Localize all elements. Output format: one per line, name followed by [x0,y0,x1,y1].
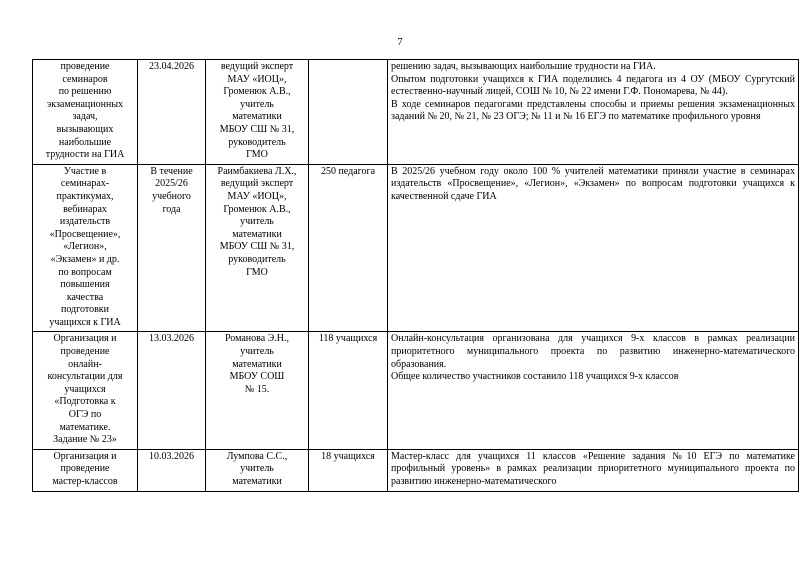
result-cell [388,449,799,491]
responsible-cell: ведущий эксперт МАУ «ИОЦ», Громенюк А.В., учитель математики МБОУ СШ № 31, руководитель ГМО [206,60,309,165]
result-cell [388,332,799,449]
result-cell [388,60,799,165]
participants-cell: 250 педагога [309,164,388,332]
table-row [33,449,799,491]
result-cell [388,164,799,332]
date-cell: 23.04.2026 [138,60,206,165]
result-paragraph: В ходе семинаров педагогами представлены способы и приемы решения экзаменационных заданий № 20, № 21, № 23 ОГЭ; № 11 и № 16 ЕГЭ по математике профильного уровня [391,98,795,123]
result-paragraph: решению задач, вызывающих наибольшие трудности на ГИА. [391,61,656,72]
participants-cell: 118 учащихся [309,332,388,449]
table-row [33,164,799,332]
report-table [32,59,799,492]
participants-cell [309,60,388,165]
result-paragraph: В 2025/26 учебном году около 100 % учителей математики приняли участие в семинарах издательств «Просвещение», «Легион», «Экзамен» по вопросам подготовки учащихся к качественной сдаче ГИА [391,165,795,202]
result-paragraph: Опытом подготовки учащихся к ГИА поделились 4 педагога из 4 ОУ (МБОУ Сургутский естественно-научный лицей, СОШ № 10, № 22 имени Г.Ф. Пономарева, № 44). [391,73,795,98]
event-cell: Организация и проведение онлайн- консультации для учащихся «Подготовка к ОГЭ по математике. Задание № 23» [33,332,138,449]
date-cell: 10.03.2026 [138,449,206,491]
page-number: 7 [397,36,403,48]
responsible-cell: Романова Э.Н., учитель математики МБОУ СОШ № 15. [206,332,309,449]
event-cell: проведение семинаров по решению экзаменационных задач, вызывающих наибольшие трудности на ГИА [33,60,138,165]
table-row [33,60,799,165]
event-cell: Участие в семинарах- практикумах, вебинарах издательств «Просвещение», «Легион», «Экзамен» и др. по вопросам повышения качества подготовки учащихся к ГИА [33,164,138,332]
event-cell: Организация и проведение мастер-классов [33,449,138,491]
responsible-cell: Раимбакиева Л.Х., ведущий эксперт МАУ «ИОЦ», Громенюк А.В., учитель математики МБОУ СШ № 31, руководитель ГМО [206,164,309,332]
result-paragraph: Онлайн-консультация организована для учащихся 9-х классов в рамках реализации приоритетного муниципального проекта по развитию инженерно-математического образования. [391,333,795,370]
result-paragraph: Мастер-класс для учащихся 11 классов «Решение задания №10 ЕГЭ по математике профильный уровень» в рамках реализации приоритетного муниципального проекта по развитию инженерно-математического [391,450,795,487]
result-paragraph: Общее количество участников составило 118 учащихся 9-х классов [391,371,679,383]
date-cell: 13.03.2026 [138,332,206,449]
responsible-cell: Лумпова С.С., учитель математики [206,449,309,491]
report-table-body [33,60,799,492]
participants-cell: 18 учащихся [309,449,388,491]
table-row [33,332,799,449]
date-cell: В течение 2025/26 учебного года [138,164,206,332]
